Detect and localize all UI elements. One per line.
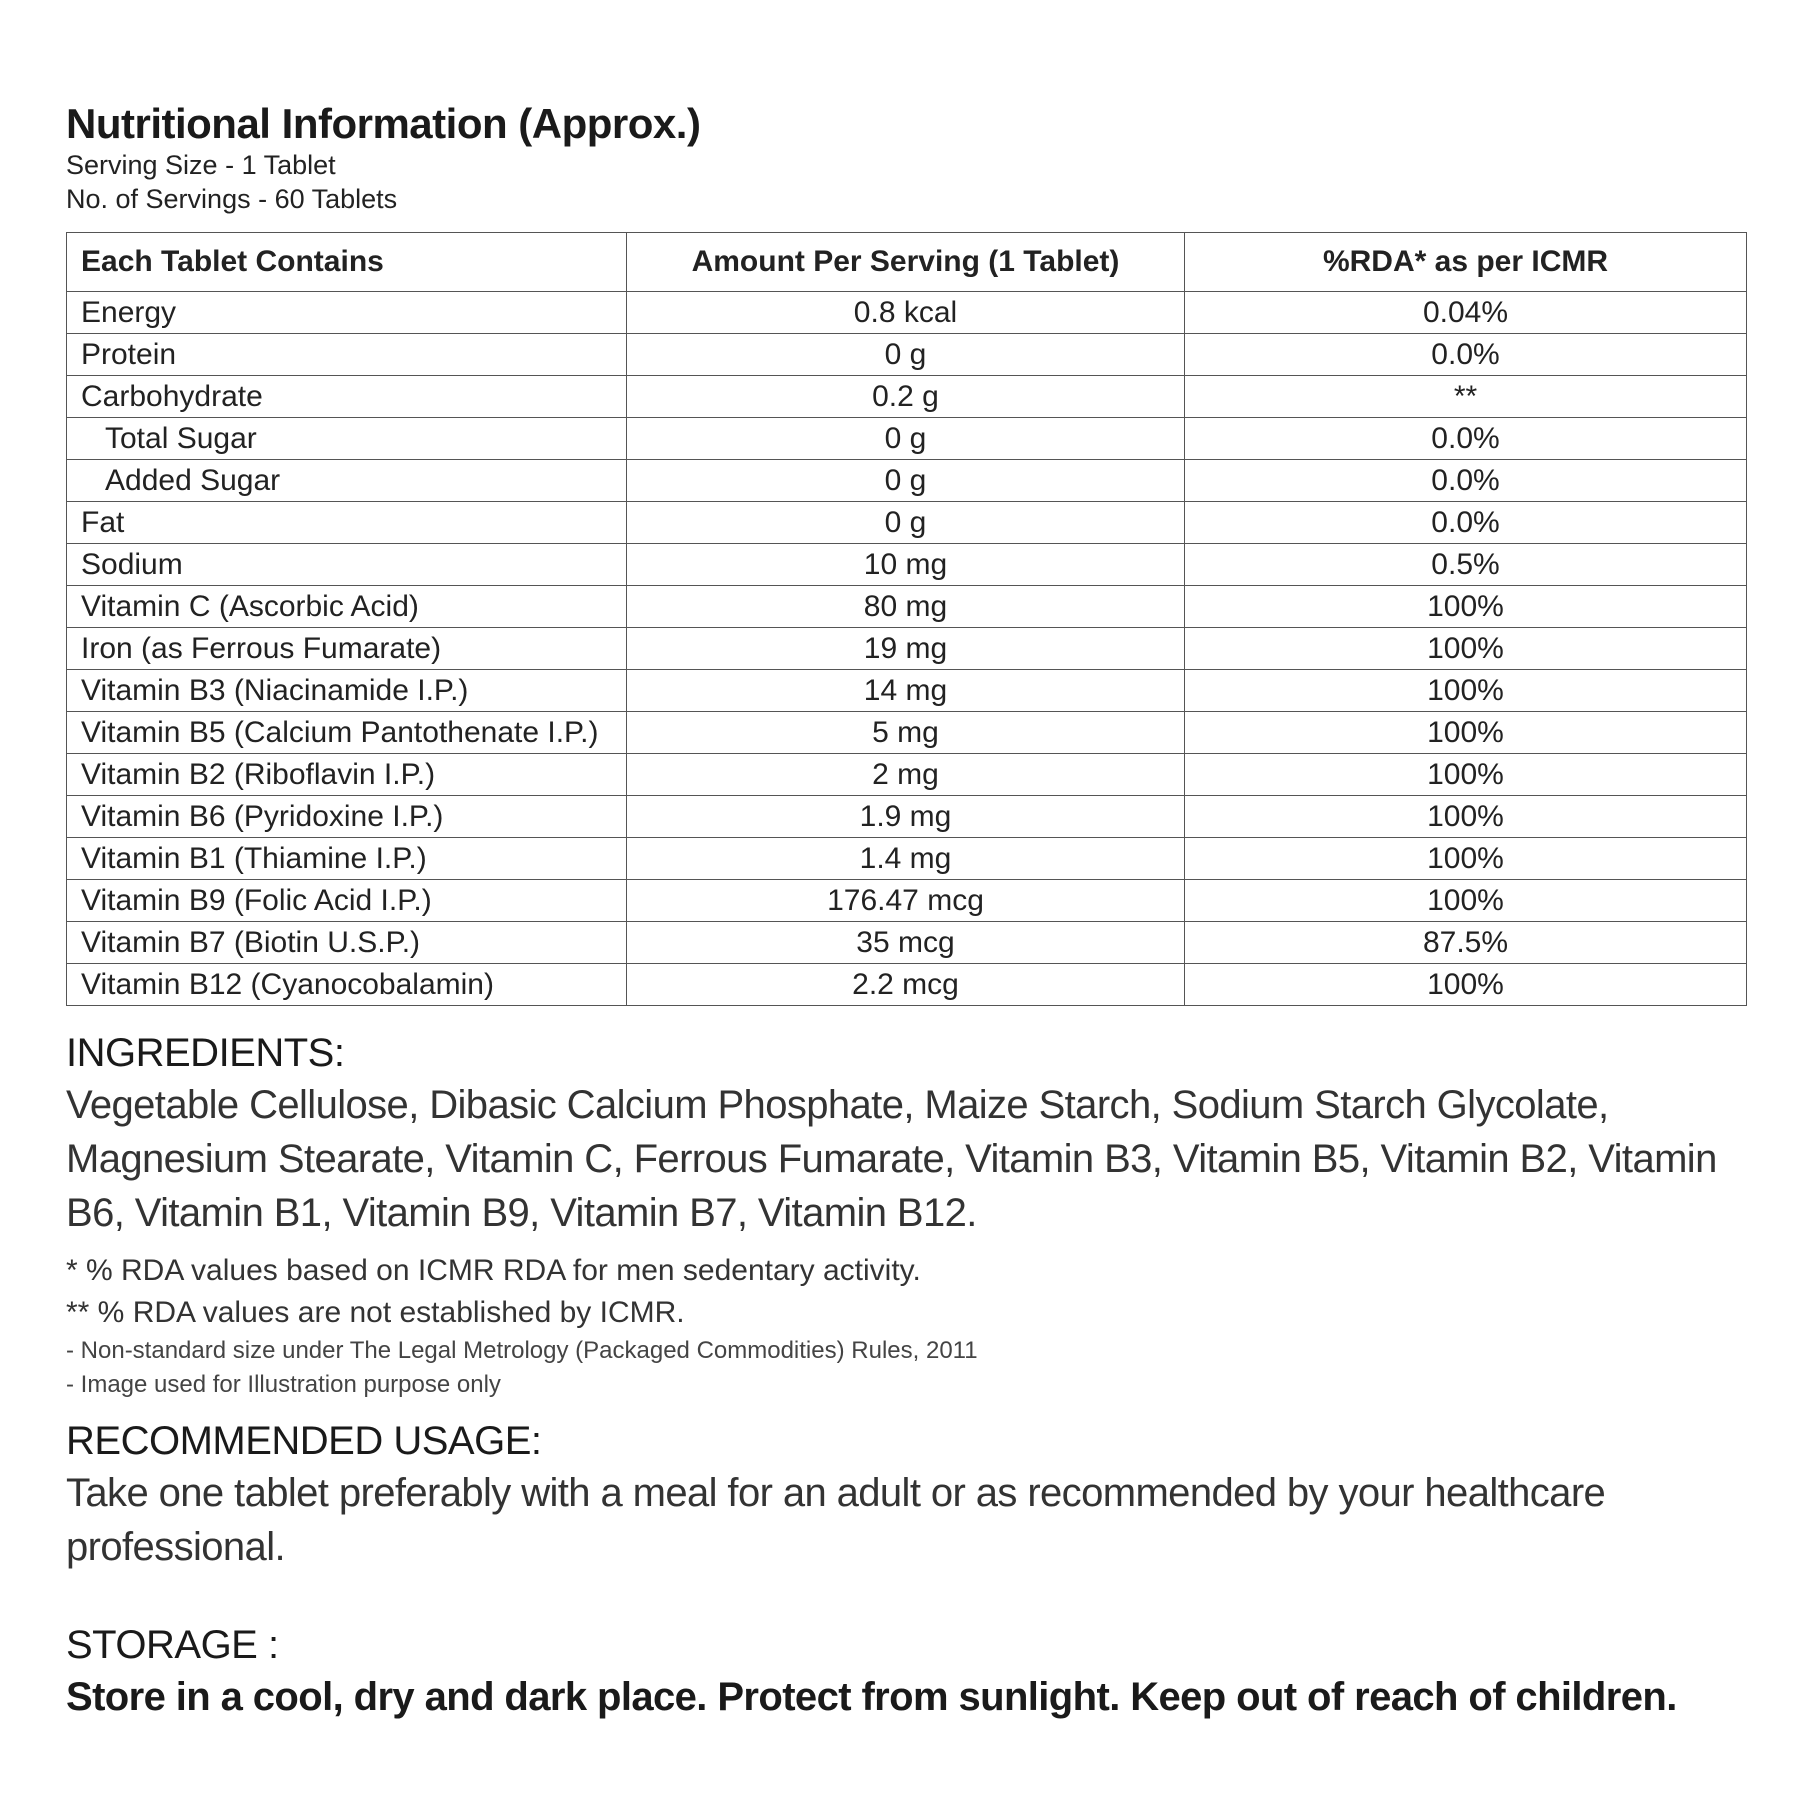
- nutrient-rda: **: [1185, 376, 1747, 418]
- nutrient-name: Protein: [67, 334, 627, 376]
- ingredients-text: Vegetable Cellulose, Dibasic Calcium Phosphate, Maize Starch, Sodium Starch Glycolate, Magnesium Stearate, Vitamin C, Ferrous Fumarate, Vitamin B3, Vitamin B5, Vitamin B2, Vitamin B6, Vitamin B1, Vitamin B9, Vitamin B7, Vitamin B12.: [66, 1083, 1717, 1235]
- nutrient-amount: 5 mg: [627, 712, 1185, 754]
- table-row: [67, 670, 1747, 712]
- serving-size: Serving Size - 1 Tablet: [66, 150, 336, 180]
- nutrient-amount: 0 g: [627, 502, 1185, 544]
- ingredients-heading: INGREDIENTS:: [66, 1031, 345, 1075]
- nutrient-amount: 2.2 mcg: [627, 964, 1185, 1006]
- nutrient-amount: 10 mg: [627, 544, 1185, 586]
- nutrient-name: Sodium: [67, 544, 627, 586]
- nutrient-name: Vitamin B6 (Pyridoxine I.P.): [67, 796, 627, 838]
- nutrient-name: Vitamin B1 (Thiamine I.P.): [67, 838, 627, 880]
- nutrient-amount: 0.8 kcal: [627, 292, 1185, 334]
- nutrient-rda: 100%: [1185, 586, 1747, 628]
- storage-text: Store in a cool, dry and dark place. Protect from sunlight. Keep out of reach of children.: [66, 1675, 1677, 1719]
- column-header-contains: Each Tablet Contains: [67, 233, 627, 292]
- table-row: [67, 754, 1747, 796]
- column-header-amount: Amount Per Serving (1 Tablet): [627, 233, 1185, 292]
- table-row: [67, 922, 1747, 964]
- nutrient-rda: 87.5%: [1185, 922, 1747, 964]
- storage-heading: STORAGE :: [66, 1623, 279, 1667]
- nutrient-amount: 0.2 g: [627, 376, 1185, 418]
- table-row: [67, 628, 1747, 670]
- table-row: [67, 586, 1747, 628]
- nutrient-rda: 100%: [1185, 880, 1747, 922]
- nutrient-rda: 100%: [1185, 754, 1747, 796]
- nutrient-amount: 80 mg: [627, 586, 1185, 628]
- nutrient-rda: 0.04%: [1185, 292, 1747, 334]
- usage-heading: RECOMMENDED USAGE:: [66, 1419, 542, 1463]
- table-row: [67, 544, 1747, 586]
- nutrient-name: Energy: [67, 292, 627, 334]
- nutrient-amount: 35 mcg: [627, 922, 1185, 964]
- nutrient-amount: 0 g: [627, 460, 1185, 502]
- table-row: [67, 376, 1747, 418]
- number-of-servings: No. of Servings - 60 Tablets: [66, 184, 398, 214]
- nutrient-amount: 14 mg: [627, 670, 1185, 712]
- nutrient-amount: 0 g: [627, 334, 1185, 376]
- nutrient-name: Vitamin C (Ascorbic Acid): [67, 586, 627, 628]
- footnote-legal-metrology: - Non-standard size under The Legal Metrology (Packaged Commodities) Rules, 2011: [66, 1337, 978, 1364]
- nutrient-name: Vitamin B7 (Biotin U.S.P.): [67, 922, 627, 964]
- nutrient-amount: 1.9 mg: [627, 796, 1185, 838]
- table-row: [67, 838, 1747, 880]
- nutrition-table: [66, 232, 1747, 1006]
- table-row: [67, 964, 1747, 1006]
- column-header-rda: %RDA* as per ICMR: [1185, 233, 1747, 292]
- page-title: Nutritional Information (Approx.): [66, 100, 701, 147]
- table-header-row: [67, 233, 1747, 292]
- nutrient-rda: 100%: [1185, 712, 1747, 754]
- table-row: [67, 502, 1747, 544]
- nutrient-amount: 0 g: [627, 418, 1185, 460]
- footnote-rda-basis: * % RDA values based on ICMR RDA for men sedentary activity.: [66, 1254, 921, 1287]
- nutrient-rda: 0.0%: [1185, 334, 1747, 376]
- table-row: [67, 418, 1747, 460]
- nutrient-name: Vitamin B9 (Folic Acid I.P.): [67, 880, 627, 922]
- table-row: [67, 796, 1747, 838]
- nutrient-name: Carbohydrate: [67, 376, 627, 418]
- nutrient-rda: 0.0%: [1185, 460, 1747, 502]
- nutrient-name: Vitamin B12 (Cyanocobalamin): [67, 964, 627, 1006]
- nutrient-amount: 2 mg: [627, 754, 1185, 796]
- footnote-illustration: - Image used for Illustration purpose only: [66, 1371, 501, 1398]
- nutrient-amount: 19 mg: [627, 628, 1185, 670]
- nutrient-rda: 100%: [1185, 964, 1747, 1006]
- nutrient-amount: 1.4 mg: [627, 838, 1185, 880]
- nutrient-amount: 176.47 mcg: [627, 880, 1185, 922]
- nutrient-rda: 100%: [1185, 796, 1747, 838]
- table-row: [67, 712, 1747, 754]
- nutrient-name: Added Sugar: [67, 460, 627, 502]
- nutrition-label: [66, 100, 1746, 1724]
- table-row: [67, 292, 1747, 334]
- nutrient-rda: 100%: [1185, 838, 1747, 880]
- nutrient-rda: 100%: [1185, 670, 1747, 712]
- table-row: [67, 334, 1747, 376]
- footnotes: [66, 1250, 1746, 1402]
- nutrient-name: Fat: [67, 502, 627, 544]
- nutrient-rda: 0.5%: [1185, 544, 1747, 586]
- nutrient-name: Vitamin B3 (Niacinamide I.P.): [67, 670, 627, 712]
- nutrient-name: Vitamin B5 (Calcium Pantothenate I.P.): [67, 712, 627, 754]
- table-row: [67, 880, 1747, 922]
- nutrient-rda: 0.0%: [1185, 418, 1747, 460]
- usage-text: Take one tablet preferably with a meal for an adult or as recommended by your healthcare professional.: [66, 1471, 1606, 1569]
- nutrient-name: Iron (as Ferrous Fumarate): [67, 628, 627, 670]
- nutrient-rda: 100%: [1185, 628, 1747, 670]
- table-row: [67, 460, 1747, 502]
- nutrient-name: Vitamin B2 (Riboflavin I.P.): [67, 754, 627, 796]
- nutrient-rda: 0.0%: [1185, 502, 1747, 544]
- footnote-rda-not-established: ** % RDA values are not established by ICMR.: [66, 1296, 685, 1329]
- nutrient-name: Total Sugar: [67, 418, 627, 460]
